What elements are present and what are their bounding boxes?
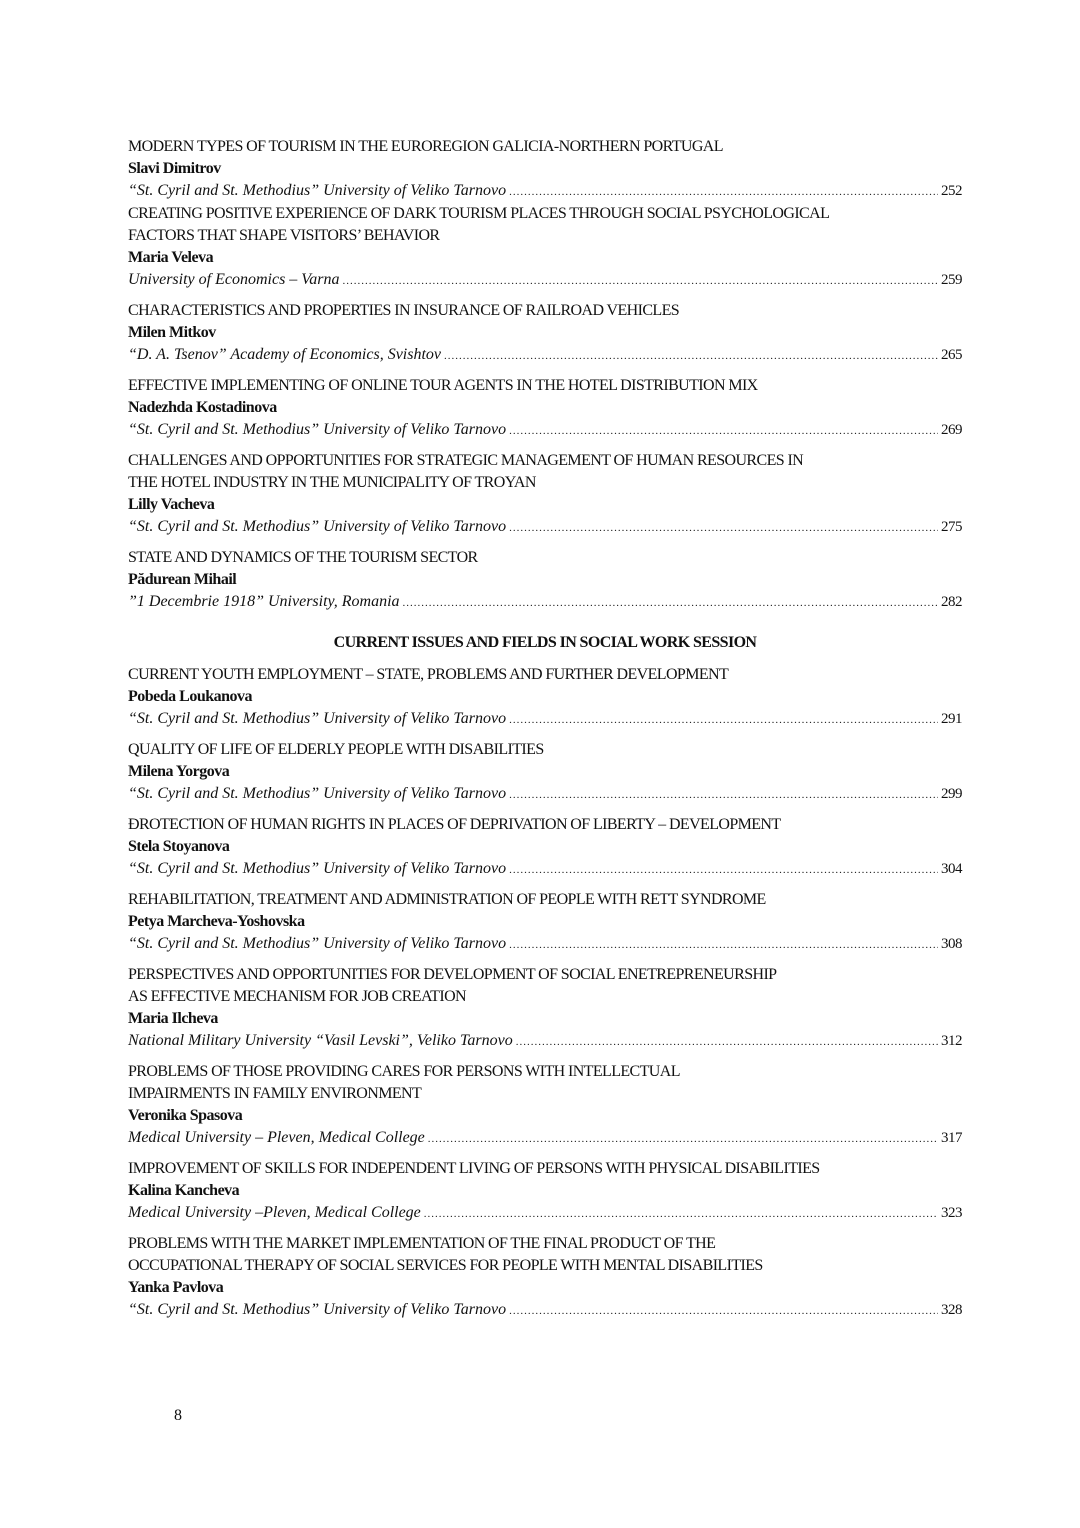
toc-entry: [128, 889, 962, 956]
entry-affiliation: “St. Cyril and St. Methodius” University of Veliko Tarnovo: [128, 860, 507, 877]
entry-affiliation-row: [128, 933, 962, 956]
entry-affiliation: “St. Cyril and St. Methodius” University of Veliko Tarnovo: [128, 710, 507, 727]
dot-leader: [343, 270, 938, 292]
entry-title-line: ÐROTECTION OF HUMAN RIGHTS IN PLACES OF DEPRIVATION OF LIBERTY – DEVELOPMENT: [128, 816, 781, 833]
entry-title-line: CREATING POSITIVE EXPERIENCE OF DARK TOURISM PLACES THROUGH SOCIAL PSYCHOLOGICAL: [128, 205, 830, 222]
toc-entry: [128, 1158, 962, 1225]
entry-title-line: STATE AND DYNAMICS OF THE TOURISM SECTOR: [128, 549, 478, 566]
entry-page-number: 304: [941, 861, 962, 877]
entry-author: Pobeda Loukanova: [128, 688, 253, 705]
entry-author: Yanka Pavlova: [128, 1279, 224, 1296]
entry-page-number: 323: [941, 1205, 962, 1221]
table-of-contents: [128, 136, 962, 1330]
entry-affiliation-row: [128, 344, 962, 367]
entry-title-line: PERSPECTIVES AND OPPORTUNITIES FOR DEVELOPMENT OF SOCIAL ENETREPRENEURSHIP: [128, 966, 777, 983]
entry-author: Milena Yorgova: [128, 763, 230, 780]
entry-author: Slavi Dimitrov: [128, 160, 221, 177]
entry-author: Pădurean Mihail: [128, 571, 237, 588]
dot-leader: [428, 1128, 938, 1150]
toc-entry: [128, 739, 962, 806]
entry-affiliation-row: [128, 1202, 962, 1225]
entry-title-line: CURRENT YOUTH EMPLOYMENT – STATE, PROBLEMS AND FURTHER DEVELOPMENT: [128, 666, 729, 683]
entry-affiliation: Medical University – Pleven, Medical College: [128, 1129, 425, 1146]
dot-leader: [509, 934, 938, 956]
dot-leader: [403, 592, 938, 614]
toc-entry: [128, 814, 962, 881]
entry-page-number: 291: [941, 711, 962, 727]
entry-page-number: 328: [941, 1302, 962, 1318]
entry-author: Milen Mitkov: [128, 324, 216, 341]
entry-author: Maria Veleva: [128, 249, 214, 266]
entry-affiliation: “St. Cyril and St. Methodius” University of Veliko Tarnovo: [128, 935, 507, 952]
entry-affiliation: “St. Cyril and St. Methodius” University of Veliko Tarnovo: [128, 518, 507, 535]
entry-title-line: EFFECTIVE IMPLEMENTING OF ONLINE TOUR AGENTS IN THE HOTEL DISTRIBUTION MIX: [128, 377, 758, 394]
entry-affiliation-row: [128, 783, 962, 806]
entry-page-number: 269: [941, 422, 962, 438]
entry-title-line: OCCUPATIONAL THERAPY OF SOCIAL SERVICES FOR PEOPLE WITH MENTAL DISABILITIES: [128, 1257, 763, 1274]
toc-entry: [128, 964, 962, 1053]
entry-title-line: IMPAIRMENTS IN FAMILY ENVIRONMENT: [128, 1085, 422, 1102]
toc-entry: [128, 450, 962, 539]
entry-affiliation: National Military University “Vasil Levski”, Veliko Tarnovo: [128, 1032, 513, 1049]
entry-author: Stela Stoyanova: [128, 838, 230, 855]
toc-entry: [128, 1233, 962, 1322]
entry-affiliation-row: [128, 419, 962, 442]
entry-author: Maria Ilcheva: [128, 1010, 218, 1027]
entry-affiliation-row: [128, 858, 962, 881]
toc-entry: [128, 1061, 962, 1150]
entry-affiliation: “D. A. Tsenov” Academy of Economics, Svishtov: [128, 346, 442, 363]
dot-leader: [509, 1300, 938, 1322]
entry-author: Kalina Kancheva: [128, 1182, 240, 1199]
entry-title-line: THE HOTEL INDUSTRY IN THE MUNICIPALITY OF TROYAN: [128, 474, 536, 491]
entry-affiliation: “St. Cyril and St. Methodius” University of Veliko Tarnovo: [128, 1301, 507, 1318]
entry-page-number: 308: [941, 936, 962, 952]
entry-affiliation-row: [128, 516, 962, 539]
entry-affiliation-row: [128, 180, 962, 203]
entry-author: Nadezhda Kostadinova: [128, 399, 277, 416]
entry-page-number: 275: [941, 519, 962, 535]
toc-entry: [128, 136, 962, 203]
page-number: 8: [174, 1407, 182, 1424]
entry-affiliation: “St. Cyril and St. Methodius” University of Veliko Tarnovo: [128, 421, 507, 438]
section-heading: CURRENT ISSUES AND FIELDS IN SOCIAL WORK SESSION: [333, 634, 757, 651]
entry-title-line: REHABILITATION, TREATMENT AND ADMINISTRATION OF PEOPLE WITH RETT SYNDROME: [128, 891, 766, 908]
entry-affiliation-row: [128, 269, 962, 292]
toc-entry: [128, 203, 962, 292]
toc-entries-group: [128, 664, 962, 1322]
dot-leader: [424, 1203, 938, 1225]
entry-page-number: 265: [941, 347, 962, 363]
toc-entry: [128, 664, 962, 731]
entry-title-line: CHALLENGES AND OPPORTUNITIES FOR STRATEGIC MANAGEMENT OF HUMAN RESOURCES IN: [128, 452, 804, 469]
entry-affiliation-row: [128, 1299, 962, 1322]
entry-page-number: 259: [941, 272, 962, 288]
entry-affiliation: Medical University –Pleven, Medical College: [128, 1204, 421, 1221]
toc-entry: [128, 375, 962, 442]
entry-affiliation-row: [128, 591, 962, 614]
dot-leader: [509, 420, 938, 442]
entry-page-number: 312: [941, 1033, 962, 1049]
entry-page-number: 317: [941, 1130, 962, 1146]
entry-title-line: AS EFFECTIVE MECHANISM FOR JOB CREATION: [128, 988, 466, 1005]
entry-affiliation: ”1 Decembrie 1918” University, Romania: [128, 593, 400, 610]
entry-page-number: 299: [941, 786, 962, 802]
entry-title-line: FACTORS THAT SHAPE VISITORS’ BEHAVIOR: [128, 227, 440, 244]
entry-page-number: 282: [941, 594, 962, 610]
dot-leader: [509, 181, 938, 203]
entry-title-line: IMPROVEMENT OF SKILLS FOR INDEPENDENT LIVING OF PERSONS WITH PHYSICAL DISABILITIES: [128, 1160, 820, 1177]
entry-affiliation: “St. Cyril and St. Methodius” University of Veliko Tarnovo: [128, 182, 507, 199]
toc-entry: [128, 300, 962, 367]
entry-affiliation-row: [128, 708, 962, 731]
entry-title-line: PROBLEMS WITH THE MARKET IMPLEMENTATION OF THE FINAL PRODUCT OF THE: [128, 1235, 716, 1252]
dot-leader: [516, 1031, 938, 1053]
dot-leader: [509, 784, 938, 806]
entry-affiliation-row: [128, 1127, 962, 1150]
entry-title-line: PROBLEMS OF THOSE PROVIDING CARES FOR PERSONS WITH INTELLECTUAL: [128, 1063, 680, 1080]
entry-affiliation: “St. Cyril and St. Methodius” University of Veliko Tarnovo: [128, 785, 507, 802]
entry-affiliation: University of Economics – Varna: [128, 271, 340, 288]
entry-author: Petya Marcheva-Yoshovska: [128, 913, 305, 930]
toc-entries-group: [128, 136, 962, 614]
entry-page-number: 252: [941, 183, 962, 199]
dot-leader: [509, 709, 938, 731]
entry-title-line: QUALITY OF LIFE OF ELDERLY PEOPLE WITH DISABILITIES: [128, 741, 544, 758]
entry-author: Veronika Spasova: [128, 1107, 243, 1124]
dot-leader: [509, 517, 938, 539]
entry-title-line: MODERN TYPES OF TOURISM IN THE EUROREGION GALICIA-NORTHERN PORTUGAL: [128, 138, 723, 155]
toc-entry: [128, 547, 962, 614]
entry-affiliation-row: [128, 1030, 962, 1053]
entry-title-line: CHARACTERISTICS AND PROPERTIES IN INSURANCE OF RAILROAD VEHICLES: [128, 302, 680, 319]
dot-leader: [509, 859, 938, 881]
dot-leader: [444, 345, 938, 367]
entry-author: Lilly Vacheva: [128, 496, 215, 513]
